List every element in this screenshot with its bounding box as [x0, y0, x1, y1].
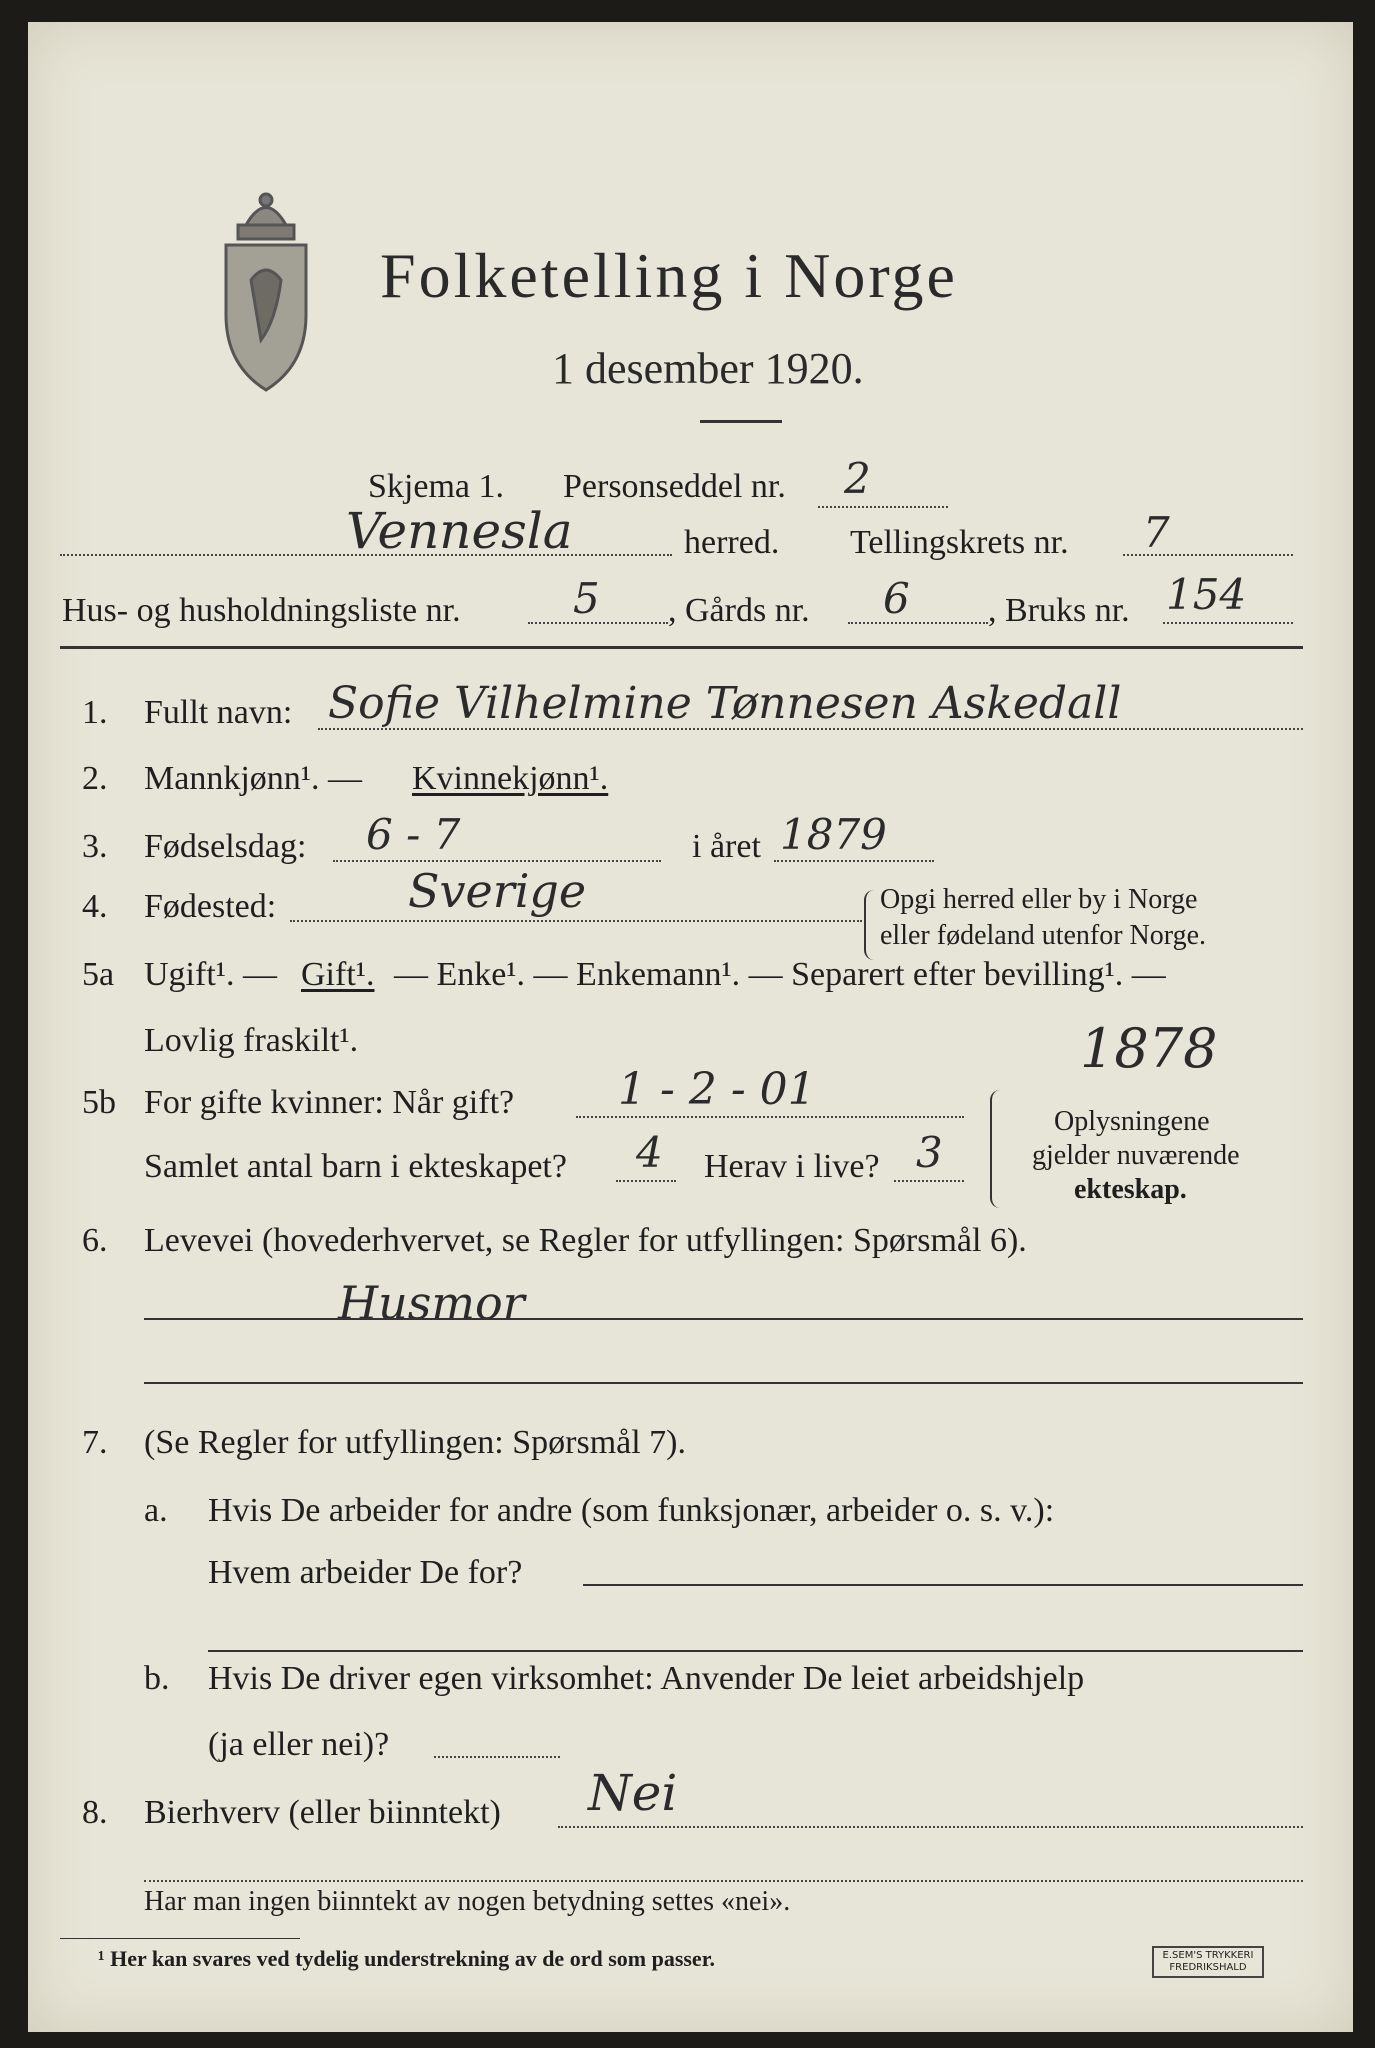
q6-field-line2 — [144, 1382, 1303, 1384]
q5b-brace — [990, 1090, 1004, 1208]
q7-number: 7. — [82, 1424, 108, 1461]
schema-label: Skjema 1. — [368, 468, 504, 505]
q4-number: 4. — [82, 888, 108, 925]
q5b-barn-value[interactable]: 4 — [636, 1128, 663, 1177]
q4-note-line1: Opgi herred eller by i Norge — [880, 884, 1198, 915]
q7b-line2: (ja eller nei)? — [208, 1726, 390, 1763]
q7-label: (Se Regler for utfyllingen: Spørsmål 7). — [144, 1424, 687, 1461]
bruks-value[interactable]: 154 — [1166, 570, 1247, 619]
bruks-label: , Bruks nr. — [988, 592, 1130, 629]
q8-number: 8. — [82, 1794, 108, 1831]
q7a-letter: a. — [144, 1492, 168, 1529]
q8-value[interactable]: Nei — [588, 1764, 678, 1822]
q5b-note-line3: ekteskap. — [1074, 1174, 1187, 1205]
q3-year-label: i året — [692, 828, 761, 865]
footnote: ¹ Her kan svares ved tydelig understrekning av de ord som passer. — [98, 1946, 715, 1971]
note-nei: Har man ingen biinntekt av nogen betydning settes «nei». — [144, 1886, 791, 1917]
q6-field-line1 — [144, 1318, 1303, 1320]
q7a-field-line2 — [208, 1650, 1303, 1652]
q4-value[interactable]: Sverige — [408, 864, 587, 918]
q5b-field-line — [576, 1116, 964, 1118]
q7b-letter: b. — [144, 1660, 170, 1697]
q5b-barn-label: Samlet antal barn i ekteskapet? — [144, 1148, 567, 1185]
q5b-live-label: Herav i live? — [704, 1148, 880, 1185]
q5b-number: 5b — [82, 1084, 116, 1121]
footnote-divider — [60, 1938, 300, 1939]
q5b-label: For gifte kvinner: Når gift? — [144, 1084, 515, 1121]
herred-label: herred. — [684, 524, 780, 561]
q5a-line2: Lovlig fraskilt¹. — [144, 1022, 359, 1059]
q5b-note-line2: gjelder nuværende — [1032, 1140, 1240, 1171]
personseddel-value[interactable]: 2 — [844, 454, 871, 503]
q2-kvinne[interactable]: Kvinnekjønn¹. — [412, 760, 609, 797]
q7a-line1: Hvis De arbeider for andre (som funksjonær, arbeider o. s. v.): — [208, 1492, 1055, 1529]
q8-field-line2 — [144, 1880, 1303, 1882]
q5a-ugift: Ugift¹. — — [144, 956, 277, 993]
tellingskrets-label: Tellingskrets nr. — [850, 524, 1069, 561]
q5a-rest: — Enke¹. — Enkemann¹. — Separert efter bevilling¹. — — [394, 956, 1166, 993]
q7b-field-line — [434, 1756, 560, 1758]
q5b-note-line1: Oplysningene — [1054, 1106, 1210, 1137]
q4-field-line — [290, 920, 862, 922]
personseddel-field-line — [818, 506, 948, 508]
q4-brace — [864, 890, 876, 960]
herred-value[interactable]: Vennesla — [346, 502, 573, 560]
q3-label: Fødselsdag: — [144, 828, 307, 865]
q1-number: 1. — [82, 694, 108, 731]
tellingskrets-value[interactable]: 7 — [1143, 508, 1170, 557]
form-date: 1 desember 1920. — [552, 344, 864, 393]
census-form — [28, 22, 1353, 2032]
q5b-live-value[interactable]: 3 — [916, 1128, 943, 1177]
q1-label: Fullt navn: — [144, 694, 293, 731]
q3-year-field-line — [774, 860, 934, 862]
bruks-field-line — [1163, 622, 1293, 624]
q2-mann: Mannkjønn¹. — — [144, 760, 362, 797]
printer-stamp: E.SEM'S TRYKKERI FREDRIKSHALD — [1152, 1946, 1264, 1978]
q4-note-line2: eller fødeland utenfor Norge. — [880, 920, 1207, 951]
form-title: Folketelling i Norge — [380, 240, 958, 311]
q3-number: 3. — [82, 828, 108, 865]
q5a-gift[interactable]: Gift¹. — [301, 956, 375, 993]
q5b-barn-field-line — [616, 1180, 676, 1182]
personseddel-label: Personseddel nr. — [563, 468, 786, 505]
gards-label: , Gårds nr. — [668, 592, 810, 629]
header-divider — [60, 646, 1303, 649]
q6-label: Levevei (hovederhvervet, se Regler for utfyllingen: Spørsmål 6). — [144, 1222, 1027, 1259]
gards-field-line — [848, 622, 988, 624]
q5b-correction[interactable]: 1878 — [1080, 1017, 1218, 1080]
husliste-label: Hus- og husholdningsliste nr. — [62, 592, 461, 629]
q3-field-line — [333, 860, 661, 862]
q8-field-line — [558, 1826, 1303, 1828]
q7b-line1: Hvis De driver egen virksomhet: Anvender De leiet arbeidshjelp — [208, 1660, 1085, 1697]
coat-of-arms-icon — [216, 180, 316, 400]
q3-year-value[interactable]: 1879 — [780, 810, 887, 859]
q2-number: 2. — [82, 760, 108, 797]
q4-label: Fødested: — [144, 888, 277, 925]
q7a-line2: Hvem arbeider De for? — [208, 1554, 523, 1591]
q6-number: 6. — [82, 1222, 108, 1259]
q3-value[interactable]: 6 - 7 — [366, 810, 461, 859]
q8-label: Bierhverv (eller biinntekt) — [144, 1794, 501, 1831]
q5b-live-field-line — [894, 1180, 964, 1182]
title-divider — [700, 420, 782, 423]
gards-value[interactable]: 6 — [883, 574, 910, 623]
q1-value[interactable]: Sofie Vilhelmine Tønnesen Askedall — [328, 678, 1122, 729]
q5b-value[interactable]: 1 - 2 - 01 — [618, 1064, 816, 1115]
husliste-value[interactable]: 5 — [573, 574, 600, 623]
q5a-number: 5a — [82, 956, 115, 993]
q6-value[interactable]: Husmor — [338, 1276, 525, 1330]
q7a-field-line1 — [583, 1584, 1303, 1586]
